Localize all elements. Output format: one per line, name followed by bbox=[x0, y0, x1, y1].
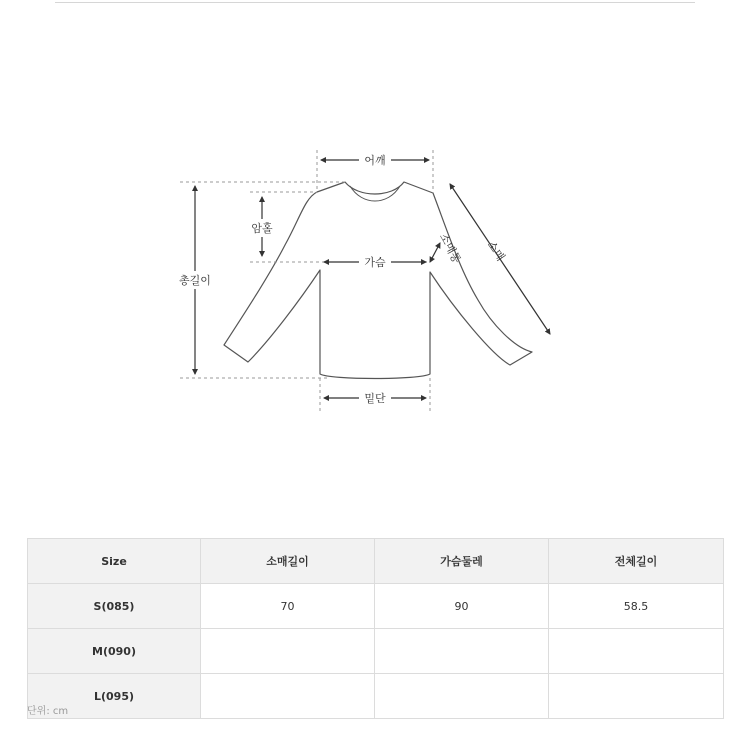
shirt-outline bbox=[224, 182, 532, 379]
table-header-row bbox=[28, 539, 724, 584]
total-length-cell bbox=[549, 674, 724, 719]
size-cell: L(095) bbox=[28, 674, 201, 719]
sleeve-width-label: 소매통 bbox=[436, 231, 464, 266]
size-table bbox=[27, 538, 724, 719]
chest-cell: 90 bbox=[375, 584, 549, 629]
shoulder-label: 어깨 bbox=[364, 154, 386, 167]
armhole-label: 암홀 bbox=[251, 222, 273, 235]
total-length-cell: 58.5 bbox=[549, 584, 724, 629]
sleeve-length-cell bbox=[201, 629, 375, 674]
header-total-length: 전체길이 bbox=[549, 539, 724, 584]
total-length-label: 총길이 bbox=[179, 274, 211, 287]
table-row bbox=[28, 584, 724, 629]
unit-note: 단위: cm bbox=[27, 706, 69, 717]
hem-label: 밑단 bbox=[364, 392, 386, 405]
sleeve-label: 소매 bbox=[484, 238, 508, 264]
size-cell: S(085) bbox=[28, 584, 201, 629]
sleeve-length-cell bbox=[201, 674, 375, 719]
table-row bbox=[28, 674, 724, 719]
chest-cell bbox=[375, 674, 549, 719]
header-sleeve-length: 소매길이 bbox=[201, 539, 375, 584]
total-length-cell bbox=[549, 629, 724, 674]
header-chest: 가슴둘레 bbox=[375, 539, 549, 584]
chest-label: 가슴 bbox=[364, 256, 386, 269]
size-cell: M(090) bbox=[28, 629, 201, 674]
sleeve-length-cell: 70 bbox=[201, 584, 375, 629]
chest-cell bbox=[375, 629, 549, 674]
header-size: Size bbox=[28, 539, 201, 584]
table-row bbox=[28, 629, 724, 674]
